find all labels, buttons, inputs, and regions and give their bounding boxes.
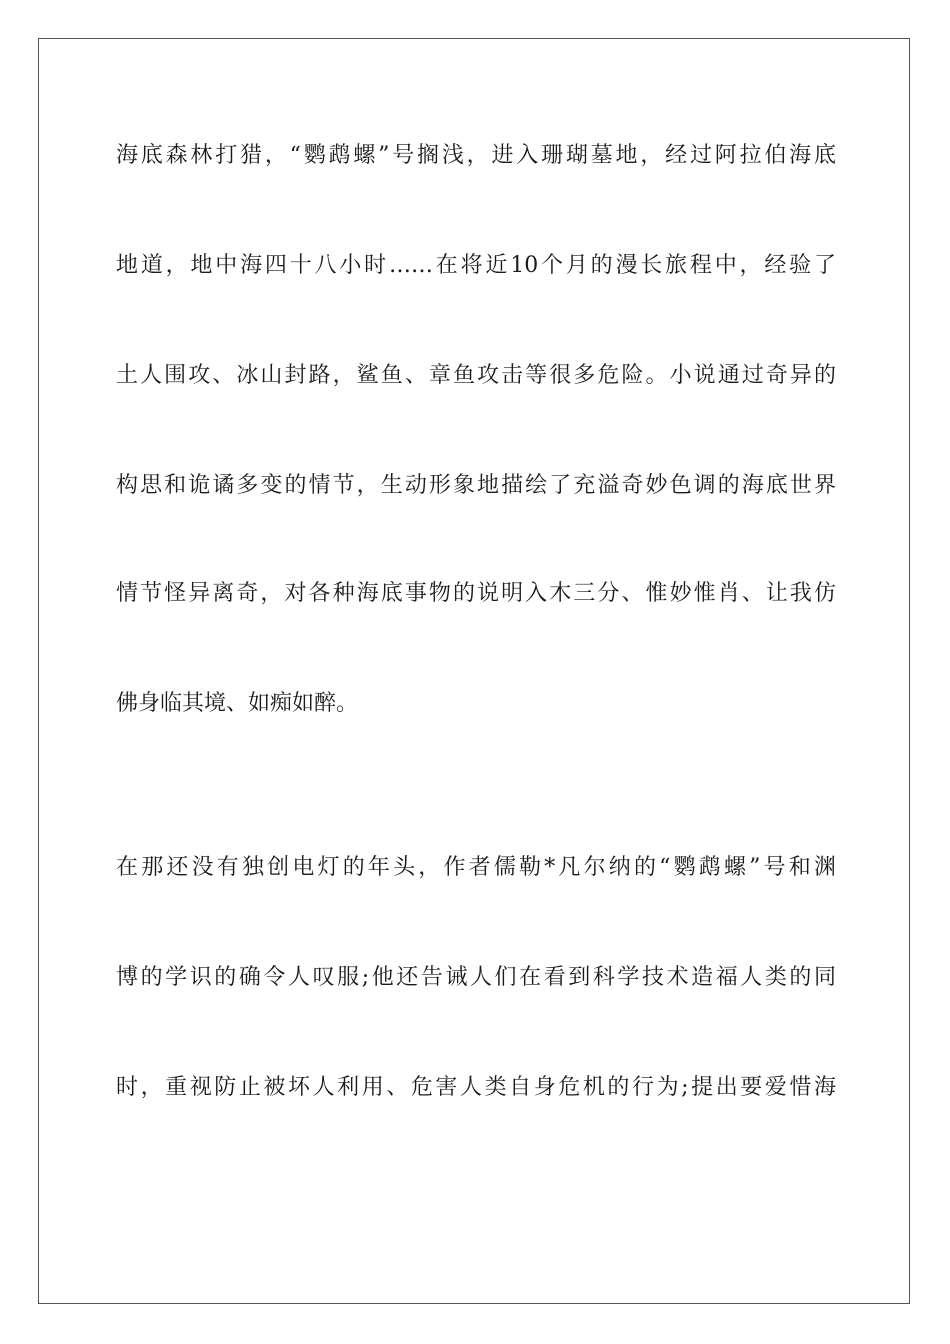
text-line: 海底森林打猎，“鹦鹉螺”号搁浅，进入珊瑚墓地，经过阿拉伯海底 [116, 143, 836, 168]
page-border [38, 38, 910, 1304]
text-line: 地道，地中海四十八小时……在将近10个月的漫长旅程中，经验了 [116, 253, 836, 278]
text-line: 土人围攻、冰山封路，鲨鱼、章鱼攻击等很多危险。小说通过奇异的 [116, 363, 836, 388]
text-line: 构思和诡谲多变的情节，生动形象地描绘了充溢奇妙色调的海底世界 [116, 473, 836, 498]
text-line: 时，重视防止被坏人利用、危害人类自身危机的行为;提出要爱惜海 [116, 1075, 836, 1100]
text-line: 博的学识的确令人叹服;他还告诫人们在看到科学技术造福人类的同 [116, 965, 836, 990]
text-line: 佛身临其境、如痴如醉。 [116, 691, 359, 716]
text-line: 在那还没有独创电灯的年头，作者儒勒*凡尔纳的“鹦鹉螺”号和渊 [116, 855, 836, 880]
text-line: 情节怪异离奇，对各种海底事物的说明入木三分、惟妙惟肖、让我仿 [116, 581, 836, 606]
